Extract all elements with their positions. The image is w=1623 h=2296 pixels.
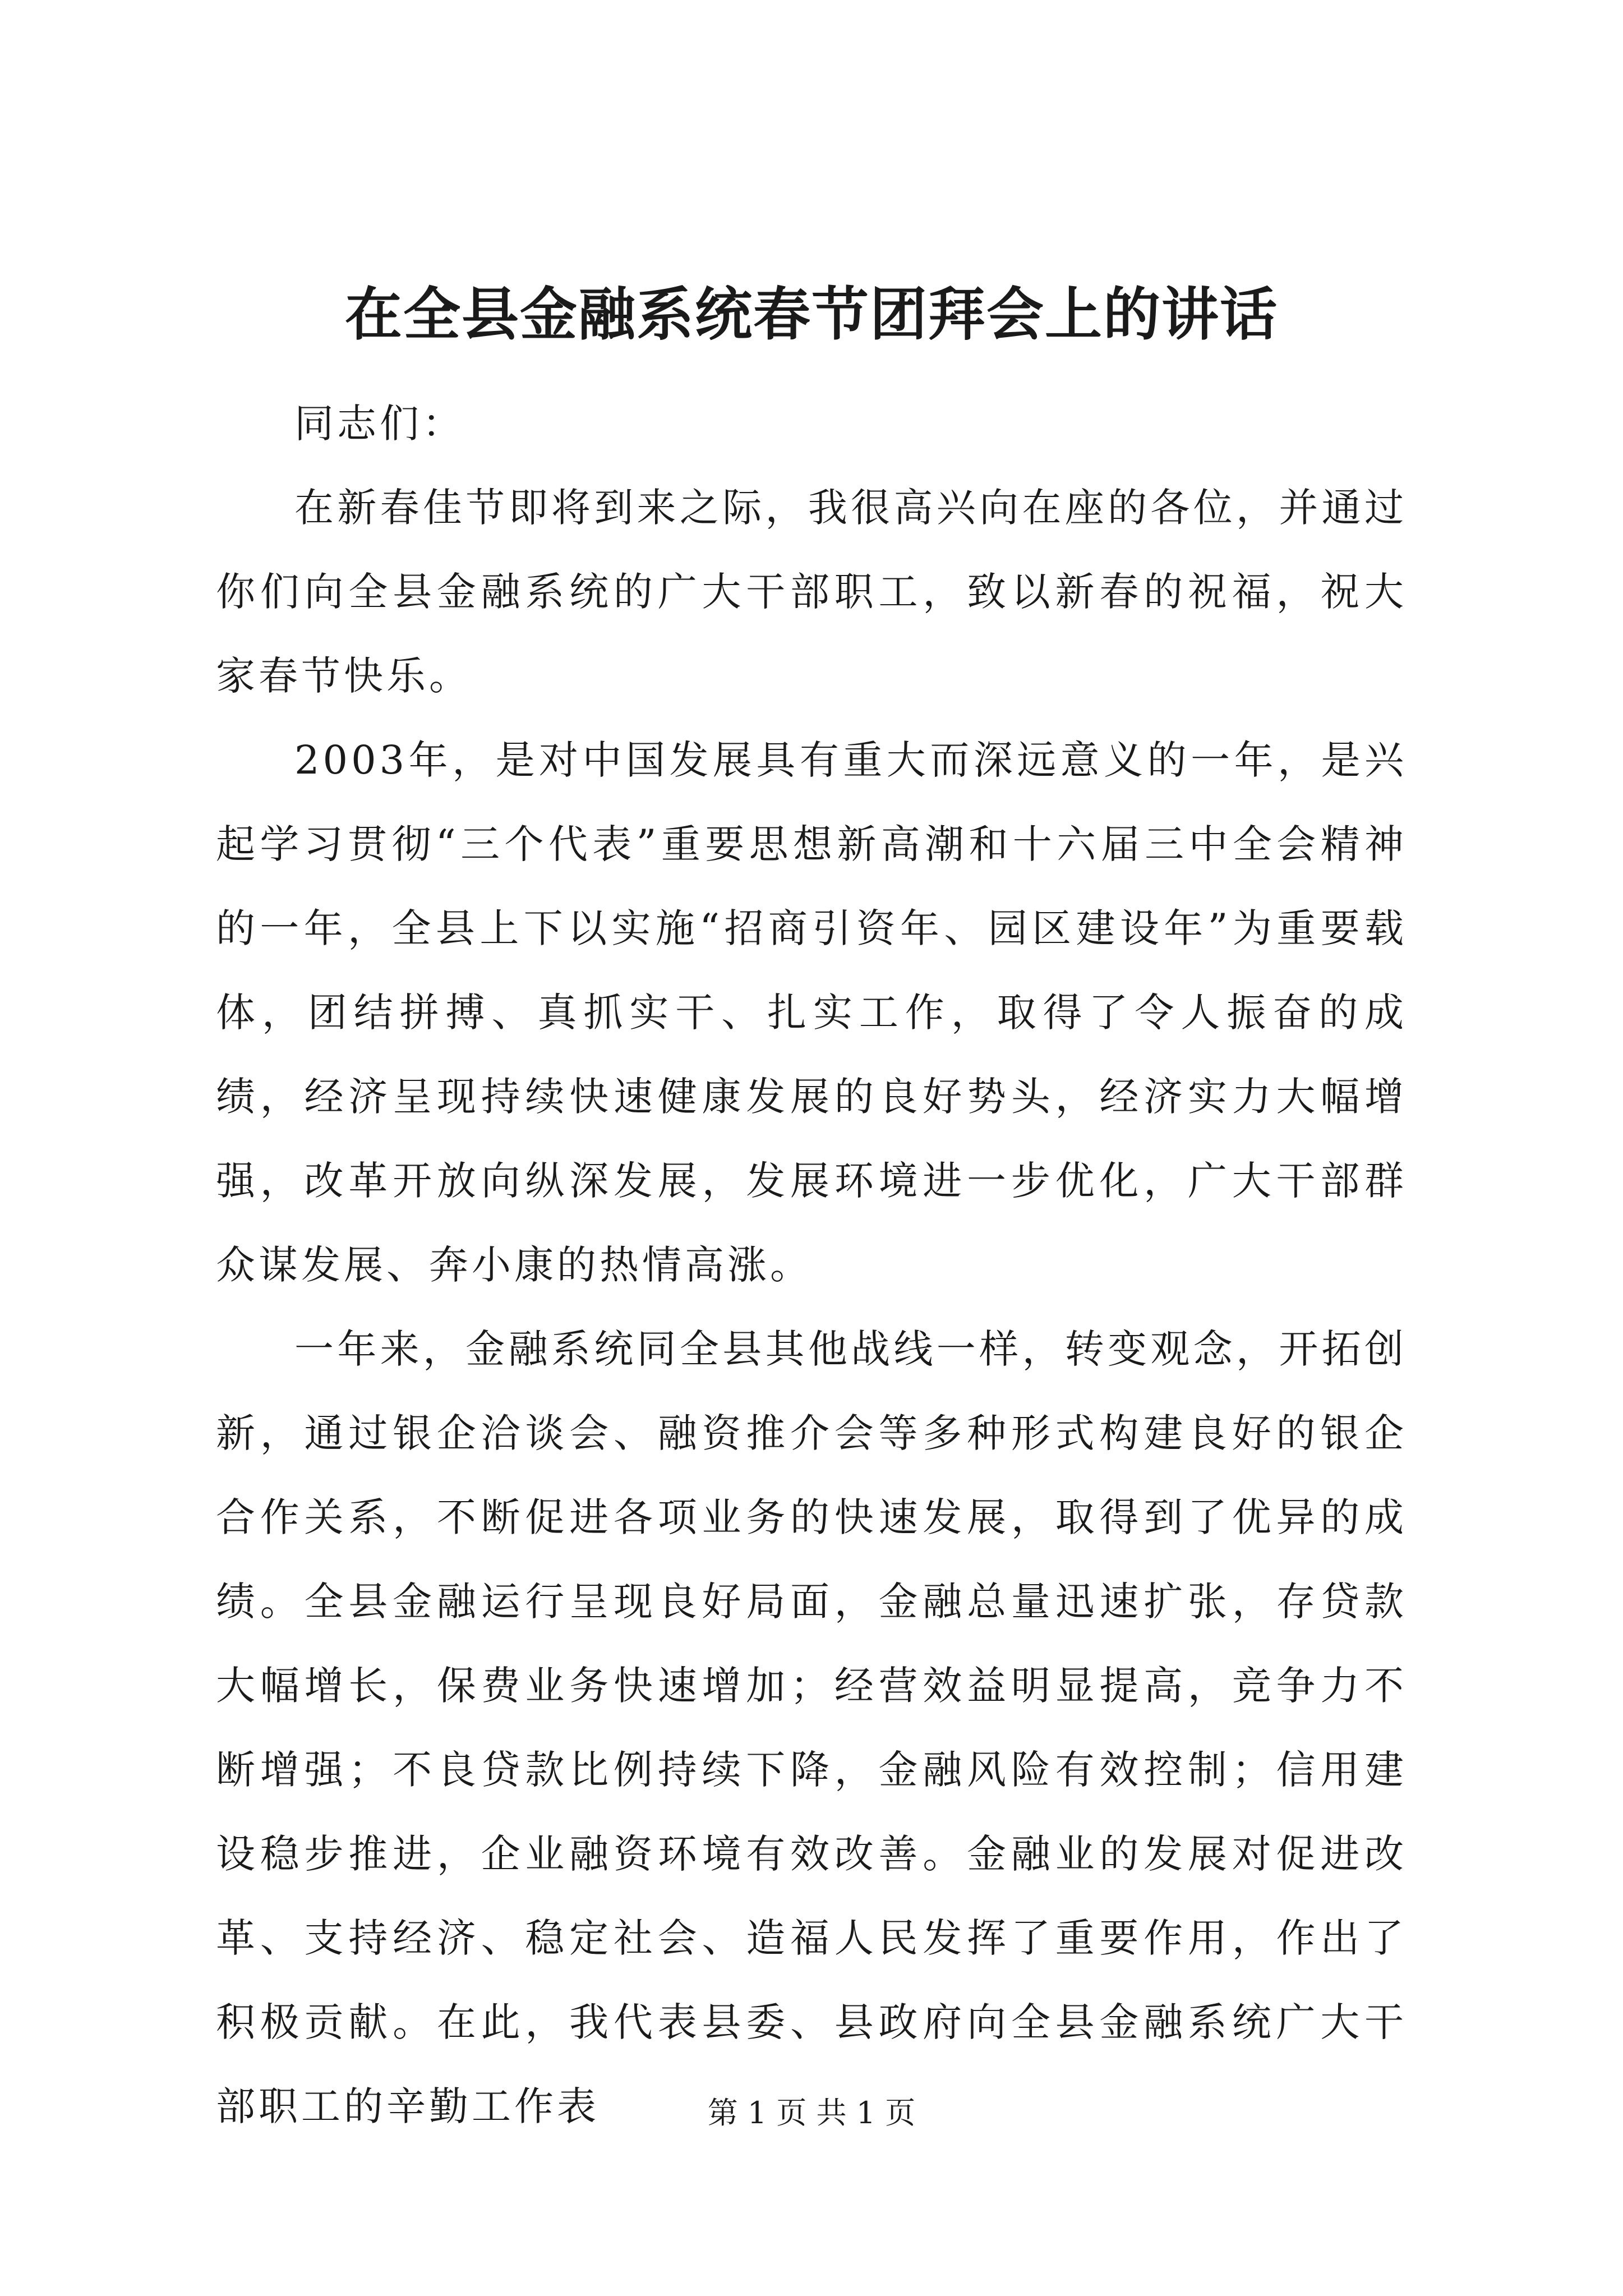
salutation: 同志们： <box>294 401 465 447</box>
paragraph: 2003年，是对中国发展具有重大而深远意义的一年，是兴起学习贯彻“三个代表”重要思想新高潮和十六届三中全会精神的一年，全县上下以实施“招商引资年、园区建设年”为重要载体，团结拼搏、真抓实干、扎实工作，取得了令人振奋的成绩，经济呈现持续快速健康发展的良好势头，经济实力大幅增强，改革开放向纵深发展，发展环境进一步优化，广大干部群众谋发展、奔小康的热情高涨。 <box>216 737 1407 1288</box>
paragraph: 在新春佳节即将到来之际，我很高兴向在座的各位，并通过你们向全县金融系统的广大干部职工，致以新春的祝福，祝大家春节快乐。 <box>216 485 1407 699</box>
document-body <box>216 381 1407 2148</box>
document-title: 在全县金融系统春节团拜会上的讲话 <box>345 281 1278 348</box>
paragraph: 一年来，金融系统同全县其他战线一样，转变观念，开拓创新，通过银企洽谈会、融资推介会等多种形式构建良好的银企合作关系，不断促进各项业务的快速发展，取得到了优异的成绩。全县金融运行呈现良好局面，金融总量迅速扩张，存贷款大幅增长，保费业务快速增加；经营效益明显提高，竞争力不断增强；不良贷款比例持续下降，金融风险有效控制；信用建设稳步推进，企业融资环境有效改善。金融业的发展对促进改革、支持经济、稳定社会、造福人民发挥了重要作用，作出了积极贡献。在此，我代表县委、县政府向全县金融系统广大干部职工的辛勤工作表 <box>216 1326 1407 2129</box>
page-footer: 第 1 页 共 1 页 <box>707 2095 916 2131</box>
